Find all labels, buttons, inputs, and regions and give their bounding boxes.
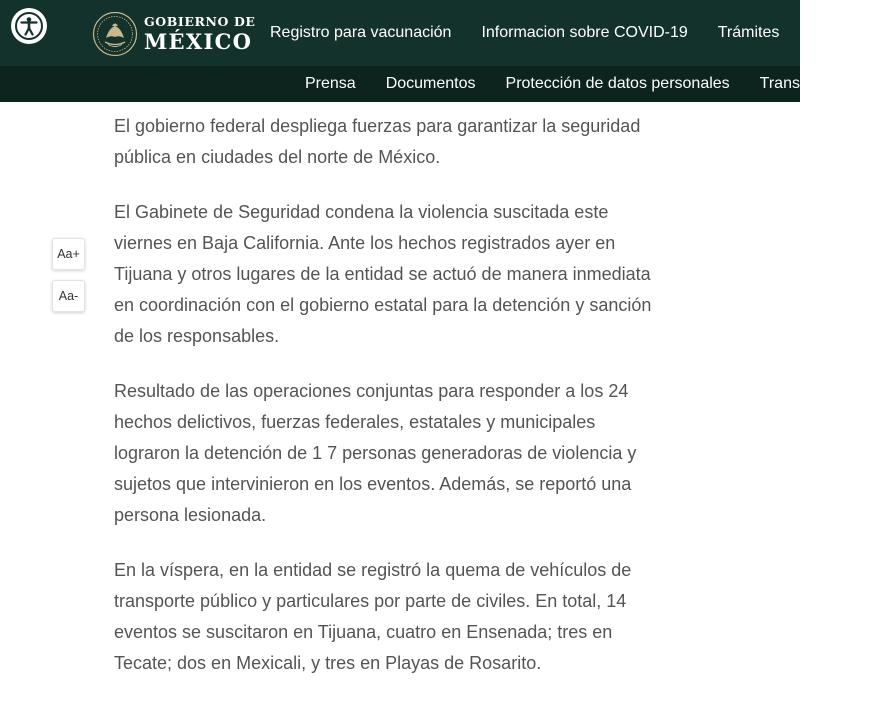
logo-text	[144, 13, 256, 55]
coat-of-arms-seal-icon	[92, 11, 138, 57]
article-paragraph-2: El Gabinete de Seguridad condena la violencia suscitada este viernes en Baja California. Ante los hechos registrados ayer en Tijuana y otros lugares de la entidad se actuó de manera inmediata en coordinación con el gobierno estatal para la detención y sanción de los responsables.	[114, 202, 652, 346]
article-paragraph-1: El gobierno federal despliega fuerzas para garantizar la seguridad pública en ciudades del norte de México.	[114, 116, 641, 167]
article-paragraph-3: Resultado de las operaciones conjuntas para responder a los 24 hechos delictivos, fuerzas federales, estatales y municipales lograron la detención de 1 7 personas generadoras de violencia y sujetos que intervinieron en los eventos. Además, se reportó una persona lesionada.	[114, 381, 637, 525]
nav-link-registro-vacunacion[interactable]: Registro para vacunación	[270, 24, 452, 41]
nav-link-proteccion-datos[interactable]: Protección de datos personales	[505, 75, 730, 92]
main-nav	[270, 0, 809, 66]
gobierno-de-mexico-logo[interactable]	[92, 10, 256, 58]
accessibility-button[interactable]	[11, 8, 47, 44]
article-paragraph-4: En la víspera, en la entidad se registró la quema de vehículos de transporte público y particulares por parte de civiles. En total, 14 eventos se suscitaron en Tijuana, cuatro en Ensenada; tres en Tecate; dos en Mexicali, y tres en Playas de Rosarito.	[114, 560, 632, 673]
nav-link-documentos[interactable]: Documentos	[385, 75, 476, 92]
font-increase-button[interactable]: Aa+	[52, 238, 85, 270]
accessibility-icon	[14, 11, 44, 41]
nav-link-tramites[interactable]: Trámites	[717, 24, 780, 41]
font-decrease-button[interactable]: Aa-	[52, 280, 85, 312]
logo-line2: MÉXICO	[144, 29, 253, 55]
article-body	[114, 111, 654, 703]
sub-header	[0, 66, 862, 102]
sub-nav	[305, 66, 891, 102]
logo-line1: GOBIERNO DE	[144, 13, 256, 29]
nav-link-prensa[interactable]: Prensa	[305, 75, 356, 92]
nav-link-informacion-covid[interactable]: Informacion sobre COVID-19	[481, 24, 688, 41]
nav-link-transparencia[interactable]: Transparencia	[759, 75, 862, 92]
main-header	[0, 0, 800, 66]
